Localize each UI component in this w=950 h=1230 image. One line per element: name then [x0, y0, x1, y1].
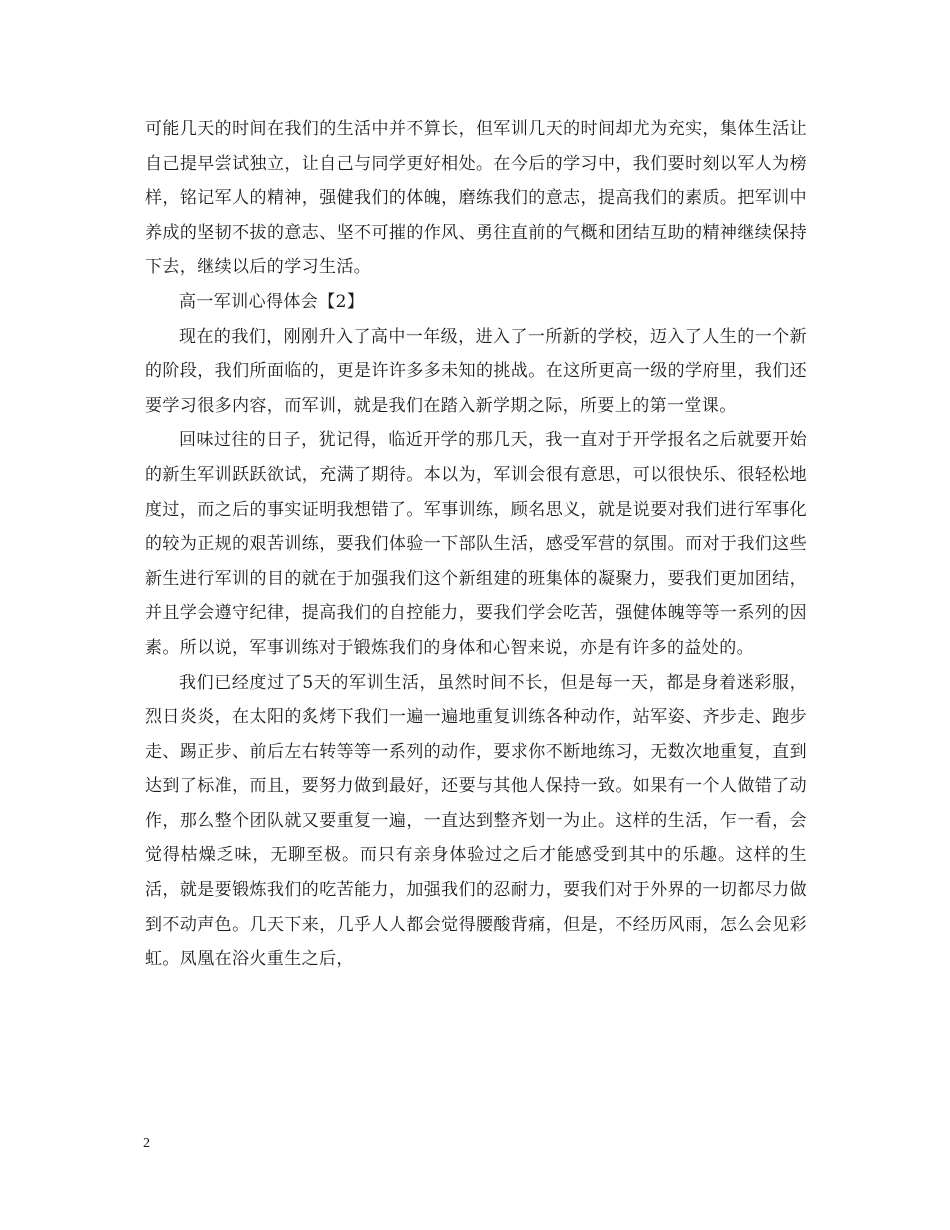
section-heading: 高一军训心得体会【2】 [179, 291, 365, 312]
paragraph-1: 可能几天的时间在我们的生活中并不算长，但军训几天的时间却尤为充实，集体生活让自己提早尝试独立，让自己与同学更好相处。在今后的学习中，我们要时刻以军人为榜样，铭记军人的精神，强健我们的体魄，磨练我们的意志，提高我们的素质。把军训中养成的坚韧不拔的意志、坚不可摧的作风、勇往直前的气概和团结互助的精神继续保持下去，继续以后的学习生活。 [145, 119, 807, 278]
page-number: 2 [143, 1136, 150, 1151]
document-body [145, 112, 807, 977]
paragraph-3: 回味过往的日子，犹记得，临近开学的那几天，我一直对于开学报名之后就要开始的新生军训跃跃欲试，充满了期待。本以为，军训会很有意思，可以很快乐、很轻松地度过，而之后的事实证明我想错了。军事训练，顾名思义，就是说要对我们进行军事化的较为正规的艰苦训练，要我们体验一下部队生活，感受军营的氛围。而对于我们这些新生进行军训的目的就在于加强我们这个新组建的班集体的凝聚力，要我们更加团结，并且学会遵守纪律，提高我们的自控能力，要我们学会吃苦，强健体魄等等一系列的因素。所以说，军事训练对于锻炼我们的身体和心智来说，亦是有许多的益处的。 [145, 430, 807, 658]
paragraph-2: 现在的我们，刚刚升入了高中一年级，进入了一所新的学校，迈入了人生的一个新的阶段，我们所面临的，更是许许多多未知的挑战。在这所更高一级的学府里，我们还要学习很多内容，而军训，就是我们在踏入新学期之际，所要上的第一堂课。 [145, 326, 807, 416]
paragraph-4: 我们已经度过了5天的军训生活，虽然时间不长，但是每一天，都是身着迷彩服，烈日炎炎，在太阳的炙烤下我们一遍一遍地重复训练各种动作，站军姿、齐步走、跑步走、踢正步、前后左右转等等一系列的动作，要求你不断地练习，无数次地重复，直到达到了标准，而且，要努力做到最好，还要与其他人保持一致。如果有一个人做错了动作，那么整个团队就又要重复一遍，一直达到整齐划一为止。这样的生活，乍一看，会觉得枯燥乏味，无聊至极。而只有亲身体验过之后才能感受到其中的乐趣。这样的生活，就是要锻炼我们的吃苦能力，加强我们的忍耐力，要我们对于外界的一切都尽力做到不动声色。几天下来，几乎人人都会觉得腰酸背痛，但是，不经历风雨，怎么会见彩虹。凤凰在浴火重生之后， [145, 672, 807, 970]
